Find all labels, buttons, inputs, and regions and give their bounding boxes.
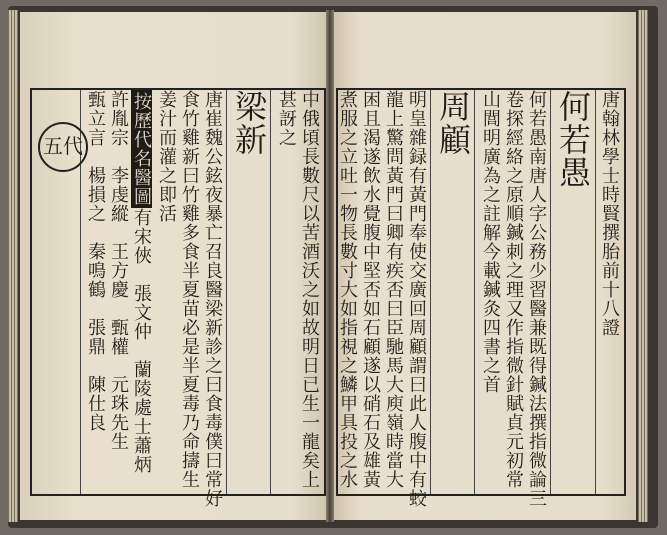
right-col-3: 何若愚南唐人字公務少習醫兼既得鍼法撰指微論三 bbox=[526, 90, 547, 508]
left-page-edge bbox=[8, 10, 18, 522]
column-rule bbox=[550, 90, 551, 494]
left-col-6: 姜汁而灌之即活 bbox=[156, 90, 177, 223]
left-col-7 bbox=[130, 90, 152, 494]
left-heading-liang-xin: 梁新 bbox=[230, 90, 268, 156]
right-heading-he-ruoyu: 何若愚 bbox=[554, 90, 592, 189]
note-banner: 按歷代名醫圖 bbox=[131, 92, 152, 206]
right-heading-zhou-gu: 周顧 bbox=[434, 90, 472, 156]
left-col-9: 甄立言 楊損之 秦鳴鶴 張鼎 陳仕良 bbox=[85, 90, 106, 432]
column-rule bbox=[226, 90, 227, 494]
right-col-8: 龍上驚問黃門曰卿有疾否曰臣馳馬大庾嶺時當大 bbox=[383, 90, 404, 489]
left-col-5: 食竹雞新曰竹雞多食半夏苗必是半夏毒乃命擣生 bbox=[179, 90, 200, 489]
column-rule bbox=[595, 90, 596, 494]
left-col-2: 甚訝之 bbox=[276, 90, 297, 147]
section-mark-wudai: 五代 bbox=[38, 122, 88, 172]
book-gutter bbox=[326, 10, 334, 522]
right-col-9: 困且渴遂飲水覺腹中堅否如石顧遂以硝石及雄黃 bbox=[360, 90, 381, 489]
right-col-5: 山閭明廣為之註解今載鍼灸四書之首 bbox=[480, 90, 501, 394]
right-page-edge bbox=[638, 10, 648, 522]
right-col-1: 唐翰林學士時賢撰胎前十八證 bbox=[599, 90, 620, 337]
left-col-8: 許胤宗 李虔縱 王方慶 甄權 元珠先生 bbox=[108, 90, 129, 451]
column-rule bbox=[474, 90, 475, 494]
column-rule bbox=[270, 90, 271, 494]
right-col-4: 卷探經絡之原順鍼刺之理又作指微針賦貞元初常 bbox=[503, 90, 524, 489]
note-list-1: 有宋俠 張文仲 蘭陵處士蕭炳 bbox=[131, 208, 152, 474]
left-col-1: 中俄頃長數尺以苦酒沃之如故明日已生一龍矣上 bbox=[299, 90, 320, 489]
column-rule bbox=[430, 90, 431, 494]
right-col-7: 明皇雜録有黃門奉使交廣回周顧謂曰此人腹中有蛟 bbox=[406, 90, 427, 508]
right-col-10: 煮服之立吐一物長數寸大如指視之鱗甲具投之水 bbox=[337, 90, 358, 489]
left-col-4: 唐崔魏公鉉夜暴亡召良醫梁新診之曰食毒僕曰常好 bbox=[202, 90, 223, 508]
